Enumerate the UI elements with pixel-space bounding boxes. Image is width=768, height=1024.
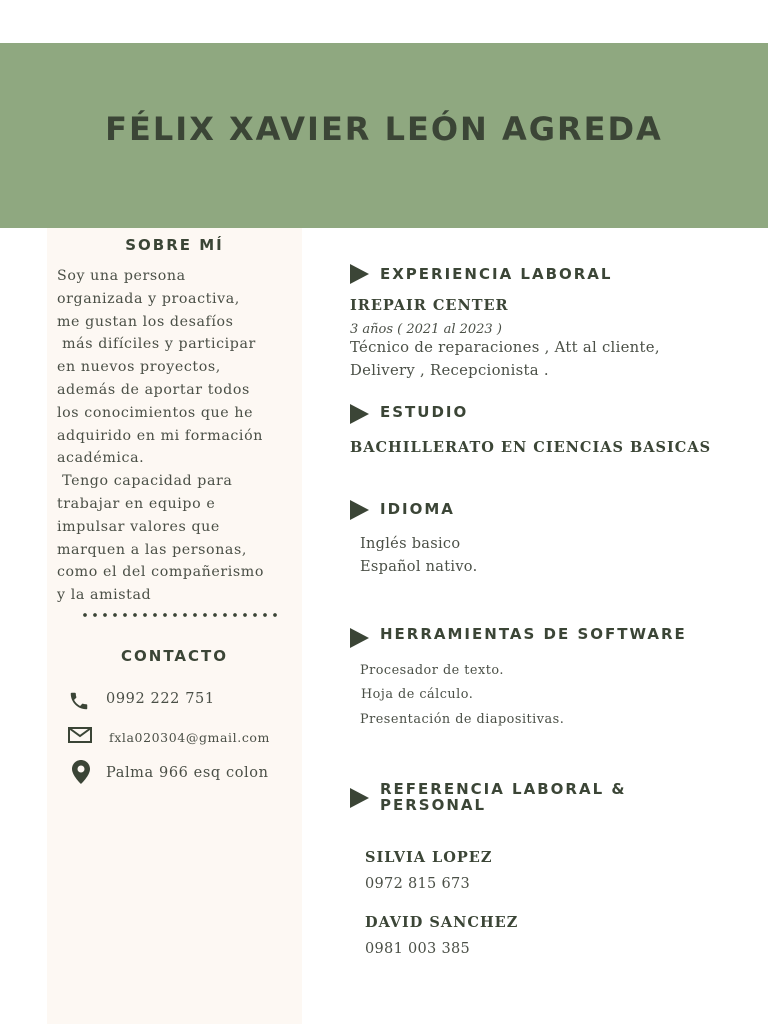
software-item: Presentación de diapositivas. bbox=[360, 712, 565, 727]
about-line: impulsar valores que bbox=[57, 518, 220, 535]
reference-phone: 0972 815 673 bbox=[365, 876, 471, 892]
language-item: Español nativo. bbox=[360, 559, 478, 575]
contact-address: Palma 966 esq colon bbox=[106, 765, 269, 781]
candidate-name: FÉLIX XAVIER LEÓN AGREDA bbox=[105, 110, 663, 148]
about-line: en nuevos proyectos, bbox=[57, 359, 221, 376]
about-line: más difíciles y participar bbox=[57, 336, 256, 353]
triangle-bullet-icon bbox=[350, 264, 369, 284]
triangle-bullet-icon bbox=[350, 628, 369, 648]
about-heading: SOBRE MÍ bbox=[125, 236, 224, 254]
language-item: Inglés basico bbox=[360, 536, 461, 552]
software-item: Procesador de texto. bbox=[360, 663, 504, 678]
about-line: como el del compañerismo bbox=[57, 564, 264, 581]
contact-heading: CONTACTO bbox=[121, 647, 228, 665]
reference-phone: 0981 003 385 bbox=[365, 941, 471, 957]
location-pin-icon bbox=[72, 760, 90, 788]
dotted-divider bbox=[80, 612, 280, 618]
about-line: Tengo capacidad para bbox=[57, 473, 233, 490]
languages-heading-label: IDIOMA bbox=[380, 500, 455, 518]
about-line: organizada y proactiva, bbox=[57, 290, 240, 307]
triangle-bullet-icon bbox=[350, 404, 369, 424]
about-line: y la amistad bbox=[57, 587, 152, 604]
about-line: adquirido en mi formación bbox=[57, 427, 263, 444]
about-line: los conocimientos que he bbox=[57, 404, 254, 421]
experience-description: Delivery , Recepcionista . bbox=[350, 362, 549, 379]
references-heading-label: REFERENCIA LABORAL & bbox=[380, 780, 627, 798]
triangle-bullet-icon bbox=[350, 788, 369, 808]
about-line: marquen a las personas, bbox=[57, 541, 247, 558]
about-line: Soy una persona bbox=[57, 268, 186, 284]
about-line: además de aportar todos bbox=[57, 381, 250, 398]
about-line: trabajar en equipo e bbox=[57, 495, 216, 512]
envelope-icon bbox=[68, 727, 92, 747]
phone-icon bbox=[68, 690, 90, 716]
contact-phone: 0992 222 751 bbox=[106, 691, 215, 707]
reference-name: SILVIA LOPEZ bbox=[365, 849, 493, 866]
contact-email: fxla020304@gmail.com bbox=[109, 730, 270, 745]
experience-company: IREPAIR CENTER bbox=[350, 297, 509, 314]
experience-period: 3 años ( 2021 al 2023 ) bbox=[350, 322, 502, 337]
triangle-bullet-icon bbox=[350, 500, 369, 520]
education-degree: BACHILLERATO EN CIENCIAS BASICAS bbox=[350, 439, 712, 456]
about-text bbox=[57, 265, 297, 607]
software-item: Hoja de cálculo. bbox=[361, 687, 474, 702]
experience-description: Técnico de reparaciones , Att al cliente, bbox=[350, 339, 660, 356]
about-line: me gustan los desafíos bbox=[57, 313, 234, 330]
software-heading-label: HERRAMIENTAS DE SOFTWARE bbox=[380, 625, 687, 643]
references-heading-label: PERSONAL bbox=[380, 796, 487, 814]
education-heading-label: ESTUDIO bbox=[380, 403, 469, 421]
reference-name: DAVID SANCHEZ bbox=[365, 914, 519, 931]
about-line: académica. bbox=[57, 450, 145, 467]
experience-heading-label: EXPERIENCIA LABORAL bbox=[380, 265, 613, 283]
